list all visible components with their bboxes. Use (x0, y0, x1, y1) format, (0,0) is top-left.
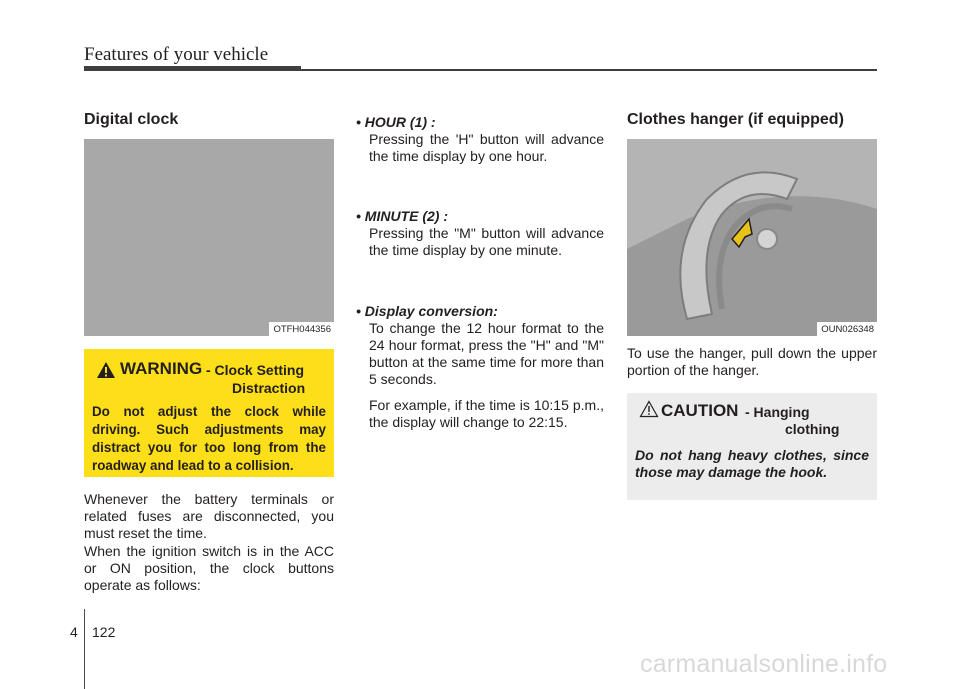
digital-clock-photo (84, 139, 334, 336)
caution-triangle-icon (639, 400, 659, 418)
header-rule-thin (301, 69, 877, 71)
warning-triangle-icon (96, 361, 116, 379)
section-title-digital-clock: Digital clock (84, 111, 179, 128)
footer-chapter-number: 4 (70, 624, 78, 640)
caution-box (627, 393, 877, 500)
page-header-title: Features of your vehicle (84, 44, 269, 65)
bullet-text-display-example: For example, if the time is 10:15 p.m., the display will change to 22:15. (369, 397, 604, 430)
warning-word: WARNING (120, 359, 203, 378)
caution-subtitle-1: - Hanging (745, 404, 810, 420)
warning-subtitle-1: - Clock Setting (206, 362, 305, 378)
photo-code: OUN026348 (817, 322, 877, 336)
warning-box (84, 349, 334, 477)
watermark-text: carmanualsonline.info (640, 650, 888, 678)
caution-subtitle-2: clothing (785, 421, 840, 437)
caution-word: CAUTION (661, 401, 739, 420)
bullet-label-hour: • HOUR (1) : (356, 114, 436, 130)
clothes-hanger-photo (627, 139, 877, 336)
warning-subtitle-2: Distraction (232, 380, 306, 396)
bullet-text-minute: Pressing the "M" button will advance the time display by one minute. (369, 225, 604, 258)
warning-body: Do not adjust the clock while driving. Such adjustments may distract you for too long from the roadway and lead to a collision. (92, 404, 326, 473)
paragraph-battery: Whenever the battery terminals or related fuses are disconnected, you must reset the time. (84, 491, 334, 541)
bullet-label-minute: • MINUTE (2) : (356, 208, 449, 224)
footer-rule (84, 609, 85, 689)
footer-page-number: 122 (92, 624, 116, 640)
bullet-label-display: • Display conversion: (356, 303, 498, 319)
section-title-clothes-hanger: Clothes hanger (if equipped) (627, 111, 844, 128)
bullet-text-hour: Pressing the 'H" button will advance the time display by one hour. (369, 131, 604, 164)
hanger-illustration (627, 139, 877, 336)
photo-code: OTFH044356 (269, 322, 334, 336)
bullet-text-display: To change the 12 hour format to the 24 hour format, press the "H" and "M" button at the same time for more than 5 seconds. (369, 320, 604, 387)
paragraph-hanger: To use the hanger, pull down the upper portion of the hanger. (627, 345, 877, 378)
caution-body: Do not hang heavy clothes, since those may damage the hook. (635, 447, 869, 480)
header-rule-thick (84, 66, 301, 71)
paragraph-ignition: When the ignition switch is in the ACC or ON position, the clock buttons operate as follows: (84, 543, 334, 593)
